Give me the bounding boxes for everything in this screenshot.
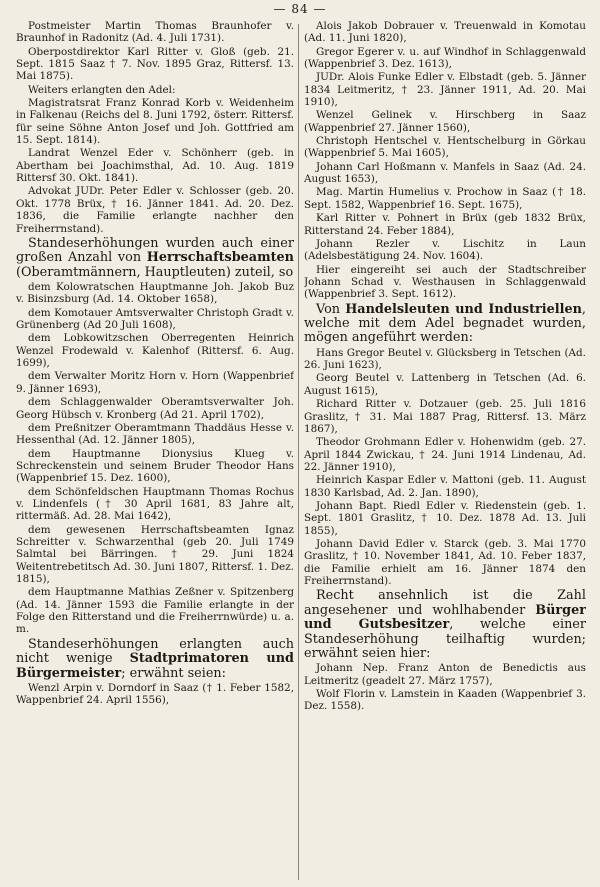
entry-paragraph: Advokat JUDr. Peter Edler v. Schlosser (geb. 20. Okt. 1778 Brüx, † 16. Jänner 1841. Ad. 20. Dez. 1836, die Familie erlangte nachher den Freiherrnstand). xyxy=(16,185,294,235)
entry-paragraph: dem gewesenen Herrschaftsbeamten Ignaz Schreitter v. Schwarzenthal (geb 20. Juli 1749 Salmtal bei Bärringen. † 29. Juni 1824 Weitentrebetitsch Ad. 30. Juni 1807, Rittersf. 1. Dez. 1815), xyxy=(16,523,294,585)
intro-tail: , welche mit dem Adel begnadet wurden, mögen angeführt werden: xyxy=(304,301,586,346)
entry-paragraph: Wenzel Gelinek v. Hirschberg in Saaz (Wappenbrief 27. Jänner 1560), xyxy=(304,109,586,134)
entry-paragraph: Wolf Florin v. Lamstein in Kaaden (Wappenbrief 3. Dez. 1558). xyxy=(304,688,586,713)
page-number: — 84 — xyxy=(273,2,327,16)
section-intro-paragraph xyxy=(16,237,294,280)
intro-text: Recht ansehnlich ist die Zahl angesehener und wohlhabender xyxy=(304,588,586,618)
entry-paragraph: Georg Beutel v. Lattenberg in Tetschen (Ad. 6. August 1615), xyxy=(304,372,586,397)
entry-paragraph: Alois Jakob Dobrauer v. Treuenwald in Komotau (Ad. 11. Juni 1820), xyxy=(304,20,586,45)
entry-paragraph: Johann Bapt. Riedl Edler v. Riedenstein (geb. 1. Sept. 1801 Graslitz, † 10. Dez. 1878 Ad. 13. Juli 1855), xyxy=(304,499,586,537)
column-divider xyxy=(298,24,299,880)
entry-paragraph: dem Preßnitzer Oberamtmann Thaddäus Hesse v. Hessenthal (Ad. 12. Jänner 1805), xyxy=(16,421,294,447)
entry-paragraph: Weiters erlangten den Adel: xyxy=(28,83,176,96)
entry-paragraph: dem Schönfeldschen Hauptmann Thomas Rochus v. Lindenfels († 30 April 1681, 83 Jahre alt, rittermäß. Ad. 28. Mai 1642), xyxy=(16,485,294,523)
entry-paragraph: dem Schlaggenwalder Oberamtsverwalter Joh. Georg Hübsch v. Kronberg (Ad 21. April 1702), xyxy=(16,396,294,421)
entry-paragraph: Oberpostdirektor Karl Ritter v. Gloß (geb. 21. Sept. 1815 Saaz † 7. Nov. 1895 Graz, Rittersf. 13. Mai 1875). xyxy=(16,45,294,83)
intro-emphasis: Herrschaftsbeamten xyxy=(146,250,294,266)
entry-paragraph: Johann Carl Hoßmann v. Manfels in Saaz (Ad. 24. August 1653), xyxy=(304,160,586,186)
entry-paragraph: Wenzl Arpin v. Dorndorf in Saaz († 1. Feber 1582, Wappenbrief 24. April 1556), xyxy=(16,681,294,707)
intro-text: Von xyxy=(316,301,346,317)
entry-paragraph: Postmeister Martin Thomas Braunhofer v. Braunhof in Radonitz (Ad. 4. Juli 1731). xyxy=(16,20,294,45)
left-column xyxy=(16,20,294,882)
entry-paragraph: Magistratsrat Franz Konrad Korb v. Weidenheim in Falkenau (Reichs del 8. Juni 1792, österr. Rittersf. für seine Söhne Anton Josef und Joh. Gottfried am 15. Sept. 1814). xyxy=(16,97,294,147)
intro-tail: , welche einer Standeserhöhung teilhaftig wurden; erwähnt seien hier: xyxy=(304,617,586,661)
entry-paragraph: Mag. Martin Humelius v. Prochow in Saaz († 18. Sept. 1582, Wappenbrief 16. Sept. 1675), xyxy=(304,186,586,211)
entry-paragraph: dem Verwalter Moritz Horn v. Horn (Wappenbrief 9. Jänner 1693), xyxy=(16,370,294,395)
intro-text: Standeserhöhungen erlangten auch nicht wenige xyxy=(16,636,294,667)
entry-paragraph: dem Komotauer Amtsverwalter Christoph Gradt v. Grünenberg (Ad 20 Juli 1608), xyxy=(16,306,294,332)
entry-paragraph: dem Kolowratschen Hauptmanne Joh. Jakob Buz v. Bisinzsburg (Ad. 14. Oktober 1658), xyxy=(16,281,294,306)
entry-paragraph: Johann David Edler v. Starck (geb. 3. Mai 1770 Graslitz, † 10. November 1841, Ad. 10. Feber 1837, die Familie erhielt am 16. Jänner 1874 den Freiherrnstand). xyxy=(304,537,586,587)
entry-paragraph: Johann Rezler v. Lischitz in Laun (Adelsbestätigung 24. Nov. 1604). xyxy=(304,237,586,263)
entry-paragraph: Karl Ritter v. Pohnert in Brüx (geb 1832 Brüx, Ritterstand 24. Feber 1884), xyxy=(304,212,586,237)
entry-paragraph: Heinrich Kaspar Edler v. Mattoni (geb. 11. August 1830 Karlsbad, Ad. 2. Jan. 1890), xyxy=(304,474,586,499)
entry-paragraph: Johann Nep. Franz Anton de Benedictis aus Leitmeritz (geadelt 27. März 1757), xyxy=(304,662,586,687)
intro-emphasis: Stadtprimatoren und Bürgermeister xyxy=(16,651,294,681)
section-intro-paragraph xyxy=(16,638,294,681)
section-intro-paragraph xyxy=(304,589,586,661)
intro-tail: (Oberamtmännern, Hauptleuten) zuteil, so xyxy=(16,264,294,280)
entry-paragraph: dem Lobkowitzschen Oberregenten Heinrich Wenzel Frodewald v. Kalenhof (Rittersf. 6. Aug. 1699), xyxy=(16,332,294,370)
entry-paragraph: Landrat Wenzel Eder v. Schönherr (geb. in Abertham bei Joachimsthal, Ad. 10. Aug. 1819 Rittersf 30. Okt. 1841). xyxy=(16,147,294,185)
entry-paragraph: Christoph Hentschel v. Hentschelburg in Görkau (Wappenbrief 5. Mai 1605), xyxy=(304,135,586,160)
entry-paragraph: Richard Ritter v. Dotzauer (geb. 25. Juli 1816 Graslitz, † 31. Mai 1887 Prag, Rittersf. 13. März 1867), xyxy=(304,398,586,435)
intro-tail: ; erwähnt seien: xyxy=(121,665,226,681)
entry-paragraph: Hans Gregor Beutel v. Glücksberg in Tetschen (Ad. 26. Juni 1623), xyxy=(304,346,586,372)
intro-emphasis: Bürger und Gutsbesitzer xyxy=(304,602,586,633)
intro-text: Standeserhöhungen wurden auch einer großen Anzahl von xyxy=(16,235,294,266)
section-intro-paragraph xyxy=(304,303,586,346)
intro-emphasis: Handelsleuten und Industriellen xyxy=(345,301,582,317)
right-column xyxy=(304,20,586,882)
entry-paragraph: Gregor Egerer v. u. auf Windhof in Schlaggenwald (Wappenbrief 3. Dez. 1613), xyxy=(304,45,586,71)
entry-paragraph: Hier eingereiht sei auch der Stadtschreiber Johann Schad v. Westhausen in Schlaggenwald (Wappenbrief 3. Sept. 1612). xyxy=(304,263,586,301)
entry-paragraph: JUDr. Alois Funke Edler v. Elbstadt (geb. 5. Jänner 1834 Leitmeritz, † 23. Jänner 1911, Ad. 20. Mai 1910), xyxy=(304,71,586,109)
entry-paragraph: Theodor Grohmann Edler v. Hohenwidm (geb. 27. April 1844 Zwickau, † 24. Juni 1914 Lindenau, Ad. 22. Jänner 1910), xyxy=(304,436,586,473)
entry-paragraph: dem Hauptmanne Dionysius Klueg v. Schreckenstein und seinem Bruder Theodor Hans (Wappenbrief 15. Dez. 1600), xyxy=(16,447,294,485)
entry-paragraph: dem Hauptmanne Mathias Zeßner v. Spitzenberg (Ad. 14. Jänner 1593 die Familie erlangte in der Folge den Ritterstand und die Freiherrnwürde) u. a. m. xyxy=(16,586,294,636)
